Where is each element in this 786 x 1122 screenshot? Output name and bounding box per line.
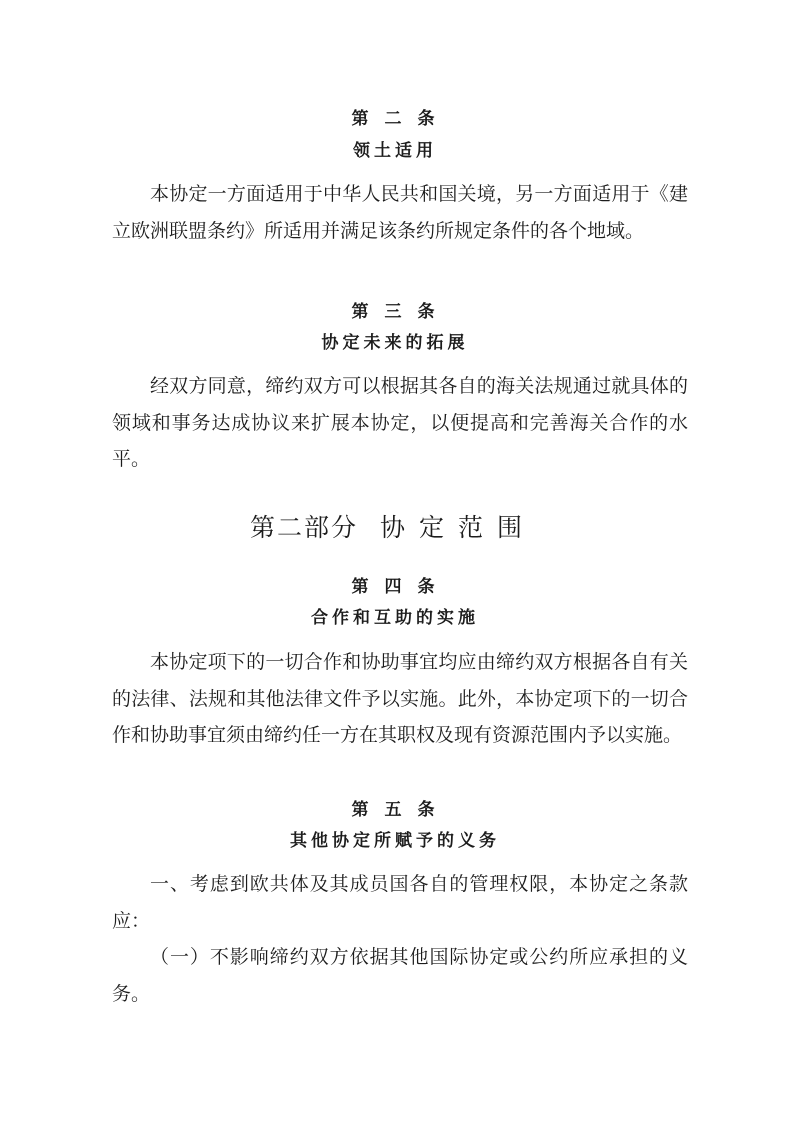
article-5-number: 第五条 (351, 800, 451, 820)
part-2-title: 协定范围 (380, 513, 537, 542)
article-5-paragraph-2: （一）不影响缔约双方依据其他国际协定或公约所应承担的义务。 (112, 946, 688, 1005)
article-3-title: 协定未来的拓展 (321, 333, 469, 353)
article-2-body: 本协定一方面适用于中华人民共和国关境，另一方面适用于《建立欧洲联盟条约》所适用并满足该条约所规定条件的各个地域。 (112, 183, 688, 242)
article-5-title: 其他协定所赋予的义务 (290, 831, 500, 851)
article-3-number: 第三条 (351, 302, 451, 322)
article-2-title: 领土适用 (353, 141, 437, 161)
article-2-number: 第二条 (351, 109, 451, 129)
article-5-paragraph-1: 一、考虑到欧共体及其成员国各自的管理权限，本协定之条款应： (112, 873, 688, 932)
part-2-label: 第二部分 (249, 513, 358, 542)
article-3-body: 经双方同意，缔约双方可以根据其各自的海关法规通过就具体的领域和事务达成协议来扩展本协定，以便提高和完善海关合作的水平。 (112, 375, 688, 470)
part-2-heading (0, 508, 786, 544)
article-4-number: 第四条 (351, 577, 451, 597)
article-4-body: 本协定项下的一切合作和协助事宜均应由缔约双方根据各自有关的法律、法规和其他法律文件予以实施。此外，本协定项下的一切合作和协助事宜须由缔约任一方在其职权及现有资源范围内予以实施。 (112, 651, 688, 746)
article-4-title: 合作和互助的实施 (311, 608, 479, 628)
